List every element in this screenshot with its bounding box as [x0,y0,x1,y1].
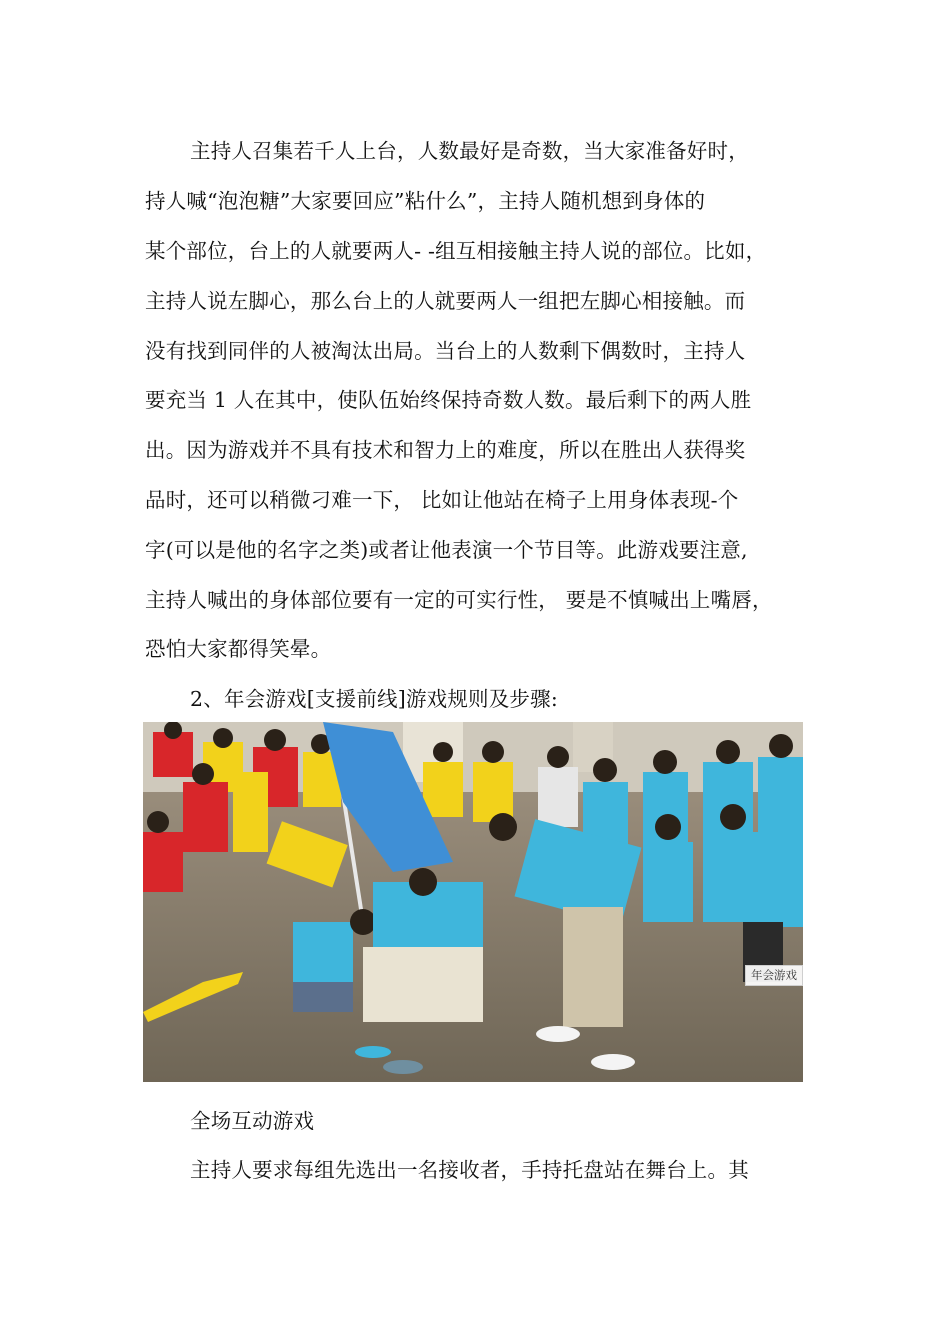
photo-watermark: 年会游戏 [745,965,803,986]
paragraph-1-line-11: 恐怕大家都得笑晕。 [145,637,332,661]
paragraph-1-line-4: 主持人说左脚心，那么台上的人就要两人一组把左脚心相接触。而 [145,289,746,313]
paragraph-1-line-2: 持人喊“泡泡糖”大家要回应”粘什么”，主持人随机想到身体的 [145,189,706,213]
event-photo [143,722,803,1082]
paragraph-1-line-1: 主持人召集若千人上台，人数最好是奇数，当大家准备好时， [190,139,749,163]
paragraph-1-line-9: 字(可以是他的名字之类)或者让他表演一个节目等。此游戏要注意, [145,538,748,562]
paragraph-1-line-5: 没有找到同伴的人被淘汰出局。当台上的人数剩下偶数时，主持人 [145,339,746,363]
paragraph-1-line-10: 主持人喊出的身体部位要有一定的可实行性， 要是不慎喊出上嘴唇， [145,588,773,612]
paragraph-1-line-8: 品时，还可以稍微刁难一下， 比如让他站在椅子上用身体表现-个 [145,488,739,512]
subheading: 全场互动游戏 [190,1109,315,1133]
paragraph-1-line-7: 出。因为游戏并不具有技术和智力上的难度，所以在胜出人获得奖 [145,438,746,462]
photo-illustration [143,722,803,1082]
paragraph-2-line-1: 主持人要求每组先选出一名接收者，手持托盘站在舞台上。其 [190,1158,749,1182]
paragraph-1-line-3: 某个部位，台上的人就要两人- -组互相接触主持人说的部位。比如， [145,239,767,263]
section-heading: 2、年会游戏[支援前线]游戏规则及步骤: [190,687,558,711]
paragraph-1-line-6: 要充当 1 人在其中，使队伍始终保持奇数人数。最后剩下的两人胜 [145,388,752,412]
